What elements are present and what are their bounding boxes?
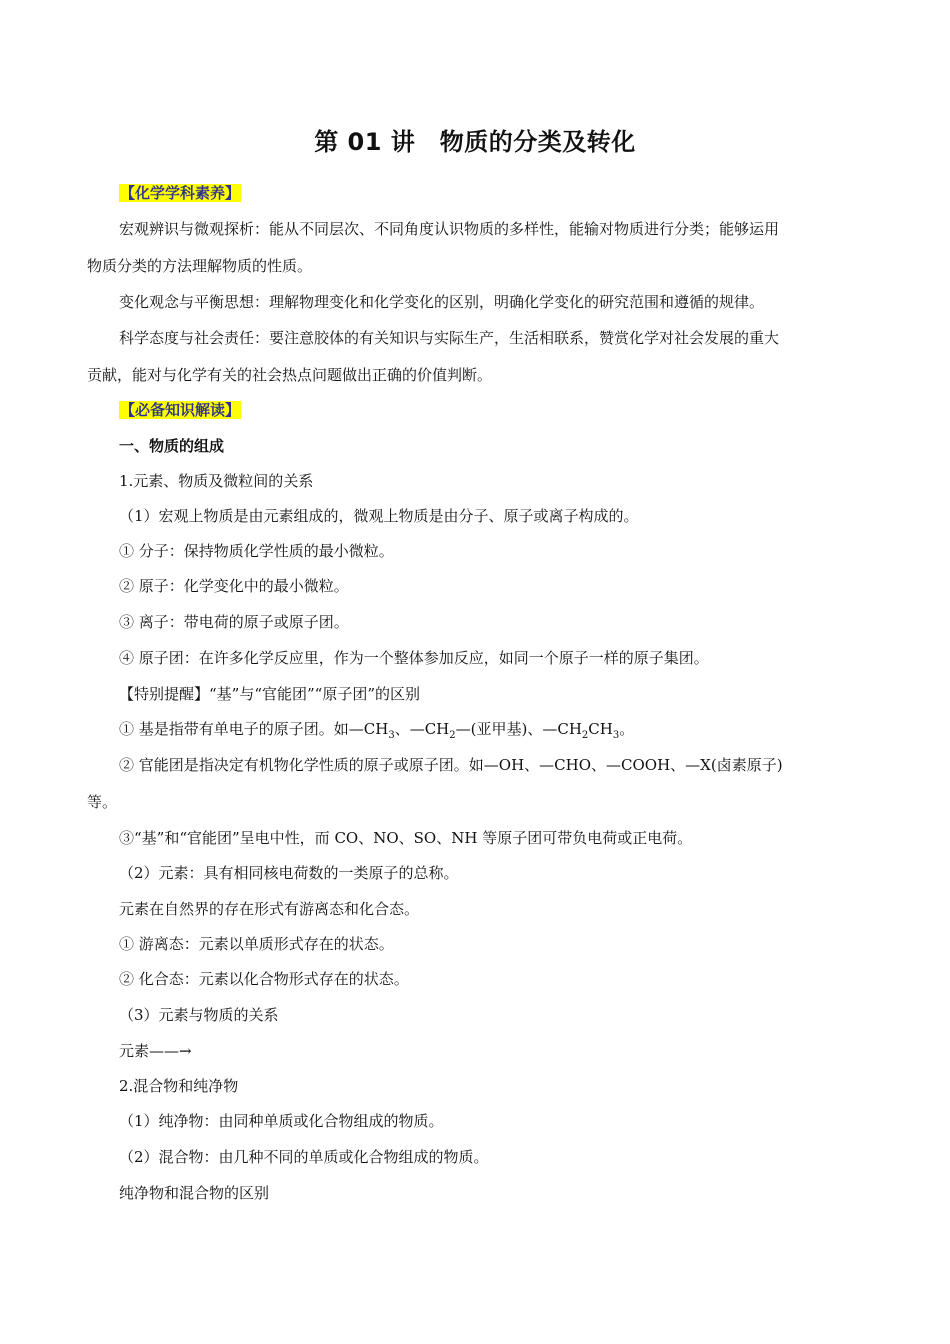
subheading-relationship: 1.元素、物质及微粒间的关系 [119, 472, 314, 490]
item-free-state: ① 游离态：元素以单质形式存在的状态。 [119, 935, 394, 953]
item-functional-group-line-2: 等。 [87, 793, 118, 811]
item-radical: ① 基是指带有单电子的原子团。如$—CH_3$、$—CH_2—$(亚甲基)、$—CH_2CH_3$。 [119, 720, 635, 741]
element-arrow: 元素——→ [119, 1042, 192, 1060]
literacy-paragraph-3-line-2: 贡献，能对与化学有关的社会热点问题做出正确的价值判断。 [87, 366, 493, 384]
item-ion: ③ 离子：带电荷的原子或原子团。 [119, 613, 349, 631]
knowledge-tag-label: 【必备知识解读】 [120, 401, 241, 419]
item-mixture: （2）混合物：由几种不同的单质或化合物组成的物质。 [119, 1148, 489, 1166]
literacy-paragraph-2: 变化观念与平衡思想：理解物理变化和化学变化的区别，明确化学变化的研究范围和遵循的规律。 [119, 293, 765, 311]
item-functional-group-line-1: ② 官能团是指决定有机物化学性质的原子或原子团。如—OH、—CHO、—COOH、—X(卤素原子) [119, 756, 783, 774]
literacy-tag-label: 【化学学科素养】 [120, 184, 241, 202]
literacy-paragraph-1-line-1: 宏观辨识与微观探析：能从不同层次、不同角度认识物质的多样性，能输对物质进行分类；能够运用 [119, 220, 780, 238]
literacy-paragraph-3-line-1: 科学态度与社会责任：要注意胶体的有关知识与实际生产，生活相联系，赞赏化学对社会发展的重大 [119, 329, 780, 347]
item-macro-micro: （1）宏观上物质是由元素组成的，微观上物质是由分子、原子或离子构成的。 [119, 507, 639, 525]
item-atom: ② 原子：化学变化中的最小微粒。 [119, 577, 349, 595]
item-element-substance: （3）元素与物质的关系 [119, 1006, 279, 1024]
knowledge-section-tag [119, 400, 241, 420]
item-element-definition: （2）元素：具有相同核电荷数的一类原子的总称。 [119, 864, 459, 882]
item-molecule: ① 分子：保持物质化学性质的最小微粒。 [119, 542, 394, 560]
item-pure-substance: （1）纯净物：由同种单质或化合物组成的物质。 [119, 1112, 444, 1130]
item-electric-neutral: ③“基”和“官能团”呈电中性，而 CO、NO、SO、NH 等原子团可带负电荷或正电荷。 [119, 829, 693, 847]
page-title: 第 01 讲 物质的分类及转化 [314, 128, 636, 156]
item-element-forms: 元素在自然界的存在形式有游离态和化合态。 [119, 900, 420, 918]
item-difference: 纯净物和混合物的区别 [119, 1184, 270, 1202]
item-atomic-group: ④ 原子团：在许多化学反应里，作为一个整体参加反应，如同一个原子一样的原子集团。 [119, 649, 709, 667]
literacy-section-tag [119, 183, 241, 203]
subheading-mixture-pure: 2.混合物和纯净物 [119, 1077, 239, 1095]
special-reminder: 【特别提醒】“基”与“官能团”“原子团”的区别 [119, 685, 421, 703]
item-combined-state: ② 化合态：元素以化合物形式存在的状态。 [119, 970, 409, 988]
heading-composition: 一、物质的组成 [119, 437, 225, 455]
literacy-paragraph-1-line-2: 物质分类的方法理解物质的性质。 [87, 257, 313, 275]
